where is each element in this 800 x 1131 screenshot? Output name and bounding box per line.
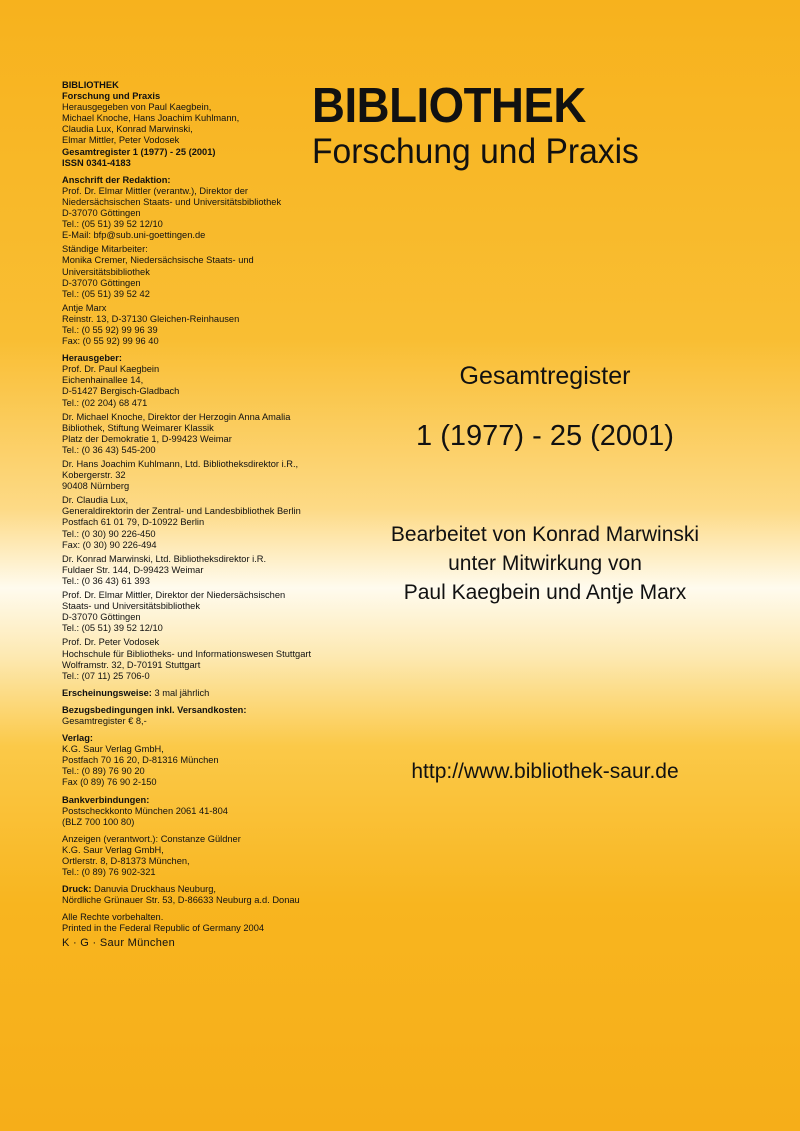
bank-line: (BLZ 700 100 80) — [62, 816, 135, 827]
imprint-column — [62, 80, 322, 949]
druck-line-2: Nördliche Grünauer Str. 53, D-86633 Neuburg a.d. Donau — [62, 895, 300, 906]
herausgeber-line: Prof. Dr. Elmar Mittler, Direktor der Niedersächsischen — [62, 590, 286, 601]
druck-line — [62, 884, 322, 895]
herausgeber-line: Prof. Dr. Paul Kaegbein — [62, 364, 160, 375]
publisher-mark: K · G · Saur München — [62, 936, 175, 949]
redaktion-heading: Anschrift der Redaktion: — [62, 174, 171, 185]
verlag-line: K.G. Saur Verlag GmbH, — [62, 744, 164, 755]
herausgeber-line: Kobergerstr. 32 — [62, 470, 126, 481]
editors-line: Herausgegeben von Paul Kaegbein, — [62, 102, 212, 113]
marx-line: Fax: (0 55 92) 99 96 40 — [62, 336, 159, 347]
erscheinung-label: Erscheinungsweise: — [62, 687, 152, 698]
credits-line: unter Mitwirkung von — [448, 552, 642, 575]
anzeigen-line: Ortlerstr. 8, D-81373 München, — [62, 856, 190, 866]
herausgeber-line: Tel.: (0 30) 90 226-450 — [62, 528, 156, 539]
publisher-url[interactable]: http://www.bibliothek-saur.de — [411, 760, 679, 783]
rights-block — [62, 912, 322, 934]
herausgeber-line: Prof. Dr. Peter Vodosek — [62, 637, 160, 648]
herausgeber-line: Eichenhainallee 14, — [62, 375, 144, 386]
gesamtregister-line: Gesamtregister 1 (1977) - 25 (2001) — [62, 146, 216, 157]
erscheinung-line — [62, 688, 322, 699]
herausgeber-line: 90408 Nürnberg — [62, 481, 130, 492]
marx-line: Tel.: (0 55 92) 99 96 39 — [62, 324, 158, 335]
herausgeber-line: D-51427 Bergisch-Gladbach — [62, 386, 180, 397]
masthead-subtitle: Forschung und Praxis — [312, 132, 639, 171]
journal-block — [62, 80, 322, 169]
herausgeber-line: Tel.: (07 11) 25 706-0 — [62, 670, 150, 681]
credits-line: Paul Kaegbein und Antje Marx — [403, 581, 687, 604]
verlag-heading: Verlag: — [62, 733, 94, 744]
herausgeber-block-7 — [62, 637, 322, 681]
herausgeber-line: Platz der Demokratie 1, D-99423 Weimar — [62, 433, 232, 444]
mitarbeiter-line: Universitätsbibliothek — [62, 266, 150, 277]
bezug-block — [62, 705, 322, 727]
editors-line: Michael Knoche, Hans Joachim Kuhlmann, — [62, 113, 240, 124]
verlag-line: Postfach 70 16 20, D-81316 München — [62, 755, 219, 766]
druck-value: Danuvia Druckhaus Neuburg, — [91, 884, 216, 895]
anzeigen-line: K.G. Saur Verlag GmbH, — [62, 844, 164, 855]
register-range: 1 (1977) - 25 (2001) — [416, 420, 674, 452]
credits-line: Bearbeitet von Konrad Marwinski — [390, 523, 700, 546]
erscheinung-block — [62, 688, 322, 699]
redaktion-block — [62, 175, 322, 242]
journal-subtitle: Forschung und Praxis — [62, 91, 161, 102]
mitarbeiter-line: Monika Cremer, Niedersächsische Staats- und — [62, 255, 254, 266]
register-heading: Gesamtregister — [459, 362, 631, 390]
bezug-heading: Bezugsbedingungen inkl. Versandkosten: — [62, 704, 247, 715]
herausgeber-line: Dr. Claudia Lux, — [62, 495, 129, 506]
herausgeber-block-1 — [62, 353, 322, 408]
herausgeber-line: Dr. Konrad Marwinski, Ltd. Bibliotheksdirektor i.R. — [62, 553, 267, 564]
herausgeber-line: Hochschule für Bibliotheks- und Informationswesen Stuttgart — [62, 648, 312, 659]
mitarbeiter-block — [62, 244, 322, 299]
redaktion-line: D-37070 Göttingen — [62, 208, 141, 219]
herausgeber-line: Tel.: (0 36 43) 545-200 — [62, 444, 156, 455]
erscheinung-value: 3 mal jährlich — [151, 687, 210, 698]
herausgeber-line: Staats- und Universitätsbibliothek — [62, 601, 200, 612]
bank-block — [62, 795, 322, 828]
mitarbeiter-line: Ständige Mitarbeiter: — [62, 244, 148, 255]
bank-heading: Bankverbindungen: — [62, 794, 150, 805]
herausgeber-line: D-37070 Göttingen — [62, 612, 141, 623]
druck-label: Druck: — [62, 884, 92, 895]
herausgeber-line: Postfach 61 01 79, D-10922 Berlin — [62, 517, 205, 528]
masthead — [312, 80, 732, 172]
herausgeber-block-6 — [62, 590, 322, 634]
druck-block — [62, 884, 322, 906]
marx-line: Antje Marx — [62, 302, 107, 313]
herausgeber-line: Fuldaer Str. 144, D-99423 Weimar — [62, 564, 204, 575]
herausgeber-line: Fax: (0 30) 90 226-494 — [62, 539, 157, 550]
anzeigen-line: Anzeigen (verantwort.): Constanze Güldner — [62, 833, 241, 844]
herausgeber-heading: Herausgeber: — [62, 353, 122, 364]
marx-block — [62, 303, 322, 347]
credits — [330, 520, 760, 607]
herausgeber-line: Tel.: (0 36 43) 61 393 — [62, 575, 150, 586]
herausgeber-block-5 — [62, 554, 322, 587]
redaktion-line: Tel.: (05 51) 39 52 12/10 — [62, 219, 163, 230]
anzeigen-block — [62, 834, 322, 878]
herausgeber-line: Tel.: (05 51) 39 52 12/10 — [62, 623, 163, 634]
verlag-line: Fax (0 89) 76 90 2-150 — [62, 777, 157, 788]
herausgeber-block-2 — [62, 412, 322, 456]
bank-line: Postscheckkonto München 2061 41-804 — [62, 805, 228, 816]
redaktion-line: Prof. Dr. Elmar Mittler (verantw.), Direktor der — [62, 185, 248, 196]
bezug-value: Gesamtregister € 8,- — [62, 715, 147, 726]
herausgeber-block-3 — [62, 459, 322, 492]
rights-line: Printed in the Federal Republic of Germany 2004 — [62, 923, 265, 934]
herausgeber-line: Wolframstr. 32, D-70191 Stuttgart — [62, 659, 201, 670]
issn: ISSN 0341-4183 — [62, 157, 131, 168]
marx-line: Reinstr. 13, D-37130 Gleichen-Reinhausen — [62, 313, 240, 324]
verlag-line: Tel.: (0 89) 76 90 20 — [62, 766, 145, 777]
herausgeber-line: Bibliothek, Stiftung Weimarer Klassik — [62, 422, 214, 433]
herausgeber-line: Dr. Michael Knoche, Direktor der Herzogin Anna Amalia — [62, 411, 291, 422]
mitarbeiter-line: D-37070 Göttingen — [62, 277, 141, 288]
editors-line: Claudia Lux, Konrad Marwinski, — [62, 124, 193, 135]
herausgeber-block-4 — [62, 495, 322, 550]
herausgeber-line: Generaldirektorin der Zentral- und Landesbibliothek Berlin — [62, 506, 301, 517]
redaktion-line: Niedersächsischen Staats- und Universitätsbibliothek — [62, 196, 282, 207]
journal-title: BIBLIOTHEK — [62, 80, 119, 90]
masthead-title: BIBLIOTHEK — [312, 79, 586, 133]
rights-line: Alle Rechte vorbehalten. — [62, 912, 164, 923]
editors-line: Elmar Mittler, Peter Vodosek — [62, 135, 180, 146]
verlag-block — [62, 733, 322, 788]
mitarbeiter-line: Tel.: (05 51) 39 52 42 — [62, 288, 150, 299]
herausgeber-line: Tel.: (02 204) 68 471 — [62, 397, 148, 408]
herausgeber-line: Dr. Hans Joachim Kuhlmann, Ltd. Bibliotheksdirektor i.R., — [62, 459, 299, 469]
anzeigen-line: Tel.: (0 89) 76 902-321 — [62, 867, 156, 878]
redaktion-email[interactable]: E-Mail: bfp@sub.uni-goettingen.de — [62, 230, 206, 241]
